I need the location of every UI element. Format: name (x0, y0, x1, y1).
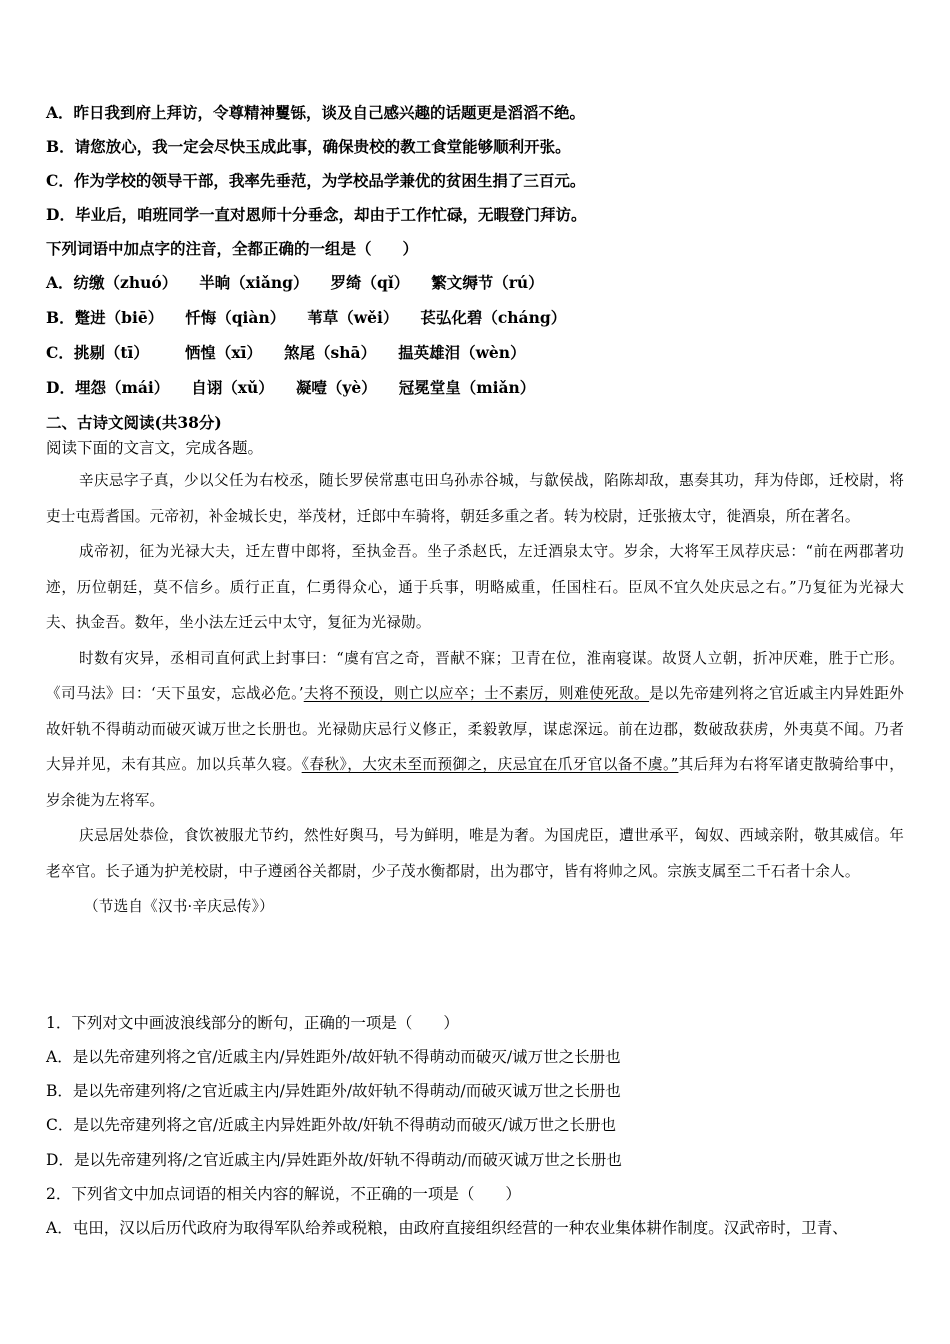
passage-paragraph-2: 成帝初，征为光禄大夫，迁左曹中郎将，至执金吾。坐子杀赵氏，左迁酒泉太守。岁余，大将军王凤荐庆忌：“前在两郡著功迹，历位朝廷，莫不信乡。质行正直，仁勇得众心，通于兵事，明略威重，任国柱石。臣凤不宜久处庆忌之右。”乃复征为光禄大夫、执金吾。数年，坐小法左迁云中太守，复征为光禄勋。 (46, 543, 904, 631)
passage (46, 463, 904, 925)
section-intro: 阅读下面的文言文，完成各题。 (46, 439, 264, 457)
prev-option-c: C．作为学校的领导干部，我率先垂范，为学校品学兼优的贫困生捐了三百元。 (46, 171, 586, 190)
passage-paragraph-3: 时数有灾异，丞相司直何武上封事曰：“虞有宫之奇，晋献不寐；卫青在位，淮南寝谋。故贤人立朝，折冲厌难，胜于亡形。《司马法》曰：‘天下虽安，忘战必危。’夫将不预设，则亡以应卒；士不素厉，则难使死敌。是以先帝建列将之官近戚主内异姓距外故奸轨不得萌动而破灭诚万世之长册也。光禄勋庆忌行义修正，柔毅敦厚，谋虑深远。前在边郡，数破敌获虏，外夷莫不闻。乃者大异并见，未有其应。加以兵革久寝。《春秋》，大灾未至而预御之，庆忌宜在爪牙官以备不虞。”其后拜为右将军诸吏散骑给事中，岁余徙为左将军。 (46, 649, 904, 809)
q2-option-a: A．屯田，汉以后历代政府为取得军队给养或税粮，由政府直接组织经营的一种农业集体耕作制度。汉武帝时，卫青、 (46, 1219, 848, 1237)
underlined-sentence-2: 《春秋》，大灾未至而预御之，庆忌宜在爪牙官以备不虞。” (301, 756, 679, 773)
passage-paragraph-1: 辛庆忌字子真，少以父任为右校丞，随长罗侯常惠屯田乌孙赤谷城，与歙侯战，陷陈却敌，惠奏其功，拜为侍郎，迁校尉，将吏士屯焉耆国。元帝初，补金城长史，举茂材，迁郎中车骑将，朝廷多重之者。转为校尉，迁张掖太守，徙酒泉，所在著名。 (46, 472, 904, 525)
pinyin-question: 下列词语中加点字的注音，全都正确的一组是（ ） (46, 239, 419, 258)
q1-option-a: A．是以先帝建列将之官/近戚主内/异姓距外/故奸轨不得萌动而破灭/诚万世之长册也 (46, 1048, 621, 1066)
q1-option-b: B．是以先帝建列将/之官近戚主内/异姓距外/故奸轨不得萌动/而破灭诚万世之长册也 (46, 1082, 621, 1100)
prev-option-a: A．昨日我到府上拜访，令尊精神矍铄，谈及自己感兴趣的话题更是滔滔不绝。 (46, 103, 586, 122)
pinyin-option-a: A．纺缴（zhuó） 半晌（xiǎng） 罗绮（qǐ） 繁文缛节（rú） (46, 273, 544, 292)
section-title: 二、古诗文阅读(共38分) (46, 413, 222, 432)
pinyin-option-b: B．蹩进（biē） 忏悔（qiàn） 苇草（wěi） 苌弘化碧（cháng） (46, 308, 567, 327)
q2-stem: 2．下列省文中加点词语的相关内容的解说，不正确的一项是（ ） (46, 1185, 521, 1203)
passage-source: （节选自《汉书·辛庆忌传》） (84, 898, 274, 915)
underlined-sentence-1: 夫将不预设，则亡以应卒；士不素厉，则难使死敌。 (303, 685, 650, 702)
prev-option-d: D．毕业后，咱班同学一直对恩师十分垂念，却由于工作忙碌，无暇登门拜访。 (46, 205, 587, 224)
pinyin-option-c: C．挑剔（tī） 恓惶（xī） 煞尾（shā） 揾英雄泪（wèn） (46, 343, 526, 362)
prev-option-b: B．请您放心，我一定会尽快玉成此事，确保贵校的教工食堂能够顺利开张。 (46, 137, 571, 156)
passage-paragraph-4: 庆忌居处恭俭，食饮被服尤节约，然性好舆马，号为鲜明，唯是为奢。为国虎臣，遭世承平，匈奴、西域亲附，敬其威信。年老卒官。长子通为护羌校尉，中子遵函谷关都尉，少子茂水衡都尉，出为郡守，皆有将帅之风。宗族支属至二千石者十余人。 (46, 827, 904, 880)
q1-option-c: C．是以先帝建列将之官/近戚主内异姓距外故/奸轨不得萌动而破灭/诚万世之长册也 (46, 1116, 617, 1134)
q1-stem: 1．下列对文中画波浪线部分的断句，正确的一项是（ ） (46, 1014, 459, 1032)
pinyin-option-d: D．埋怨（mái） 自诩（xǔ） 凝噎（yè） 冠冕堂皇（miǎn） (46, 378, 536, 397)
q1-option-d: D．是以先帝建列将/之官近戚主内/异姓距外故/奸轨不得萌动/而破灭诚万世之长册也 (46, 1151, 622, 1169)
